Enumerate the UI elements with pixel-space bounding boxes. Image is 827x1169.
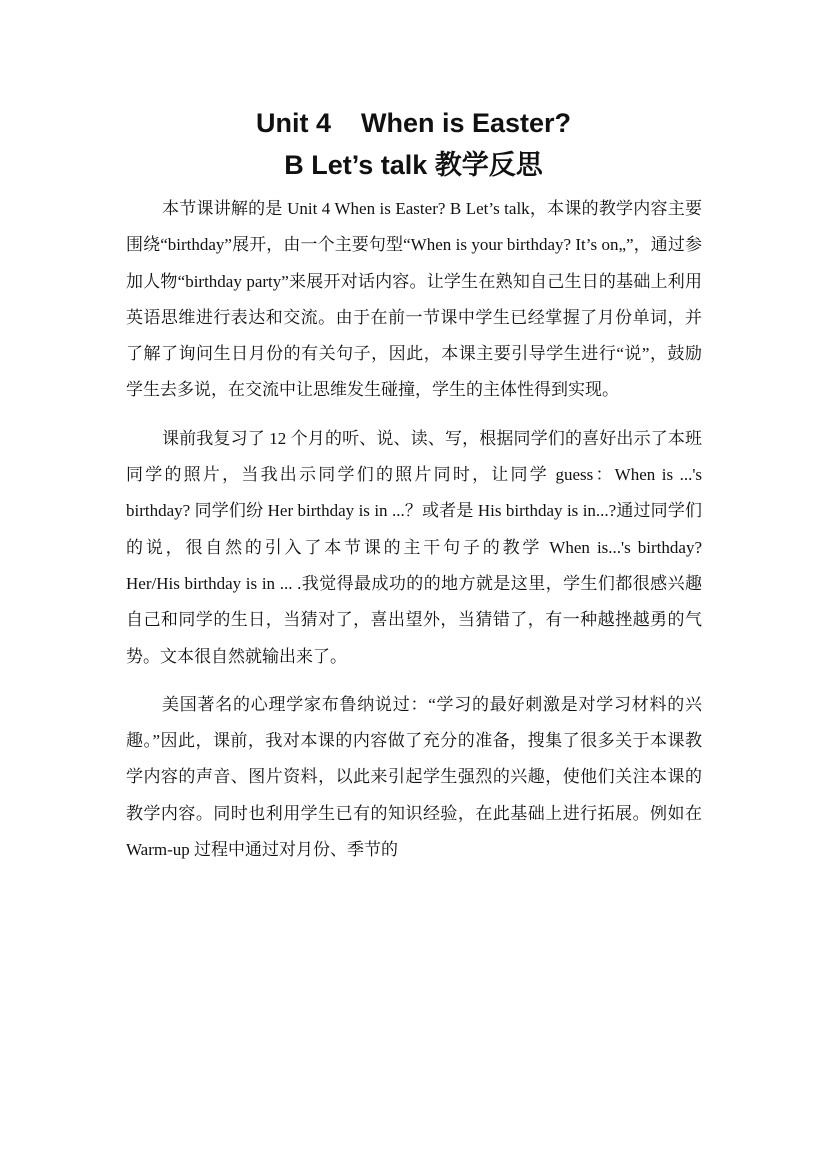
document-title-line-1: Unit 4 When is Easter?: [255, 108, 572, 138]
paragraph-2: 课前我复习了 12 个月的听、说、读、写，根据同学们的喜好出示了本班同学的照片，当我出示同学们的照片同时，让同学 guess：When is ...'s birthday? 同学们纷 Her birthday is in ...？或者是 His birthday is in...?通过同学们的说，很自然的引入了本节课的主干句子的教学 When is...'s birthday? Her/His birthday is in ... .我觉得最成功的的地方就是这里，学生们都很感兴趣自己和同学的生日，当猜对了，喜出望外，当猜错了，有一种越挫越勇的气势。文本很自然就输出来了。: [126, 428, 719, 666]
paragraph-3: 美国著名的心理学家布鲁纳说过：“学习的最好刺激是对学习材料的兴趣。”因此，课前，我对本课的内容做了充分的准备，搜集了很多关于本课教学内容的声音、图片资料，以此来引起学生强烈的兴趣，使他们关注本课的教学内容。同时也利用学生已有的知识经验，在此基础上进行拓展。例如在 Warm-up 过程中通过对月份、季节的: [126, 694, 702, 860]
paragraph-1: 本节课讲解的是 Unit 4 When is Easter? B Let’s talk，本课的教学内容主要围绕“birthday”展开，由一个主要句型“When is your birthday? It’s on„”，通过参加人物“birthday party”来展开对话内容。让学生在熟知自己生日的基础上利用英语思维进行表达和交流。由于在前一节课中学生已经掌握了月份单词，并了解了询问生日月份的有关句子，因此，本课主要引导学生进行“说”，鼓励学生去多说，在交流中让思维发生碰撞，学生的主体性得到实现。: [126, 199, 702, 400]
document-body: [126, 191, 719, 868]
document-title-line-2: B Let’s talk 教学反思: [284, 150, 543, 180]
